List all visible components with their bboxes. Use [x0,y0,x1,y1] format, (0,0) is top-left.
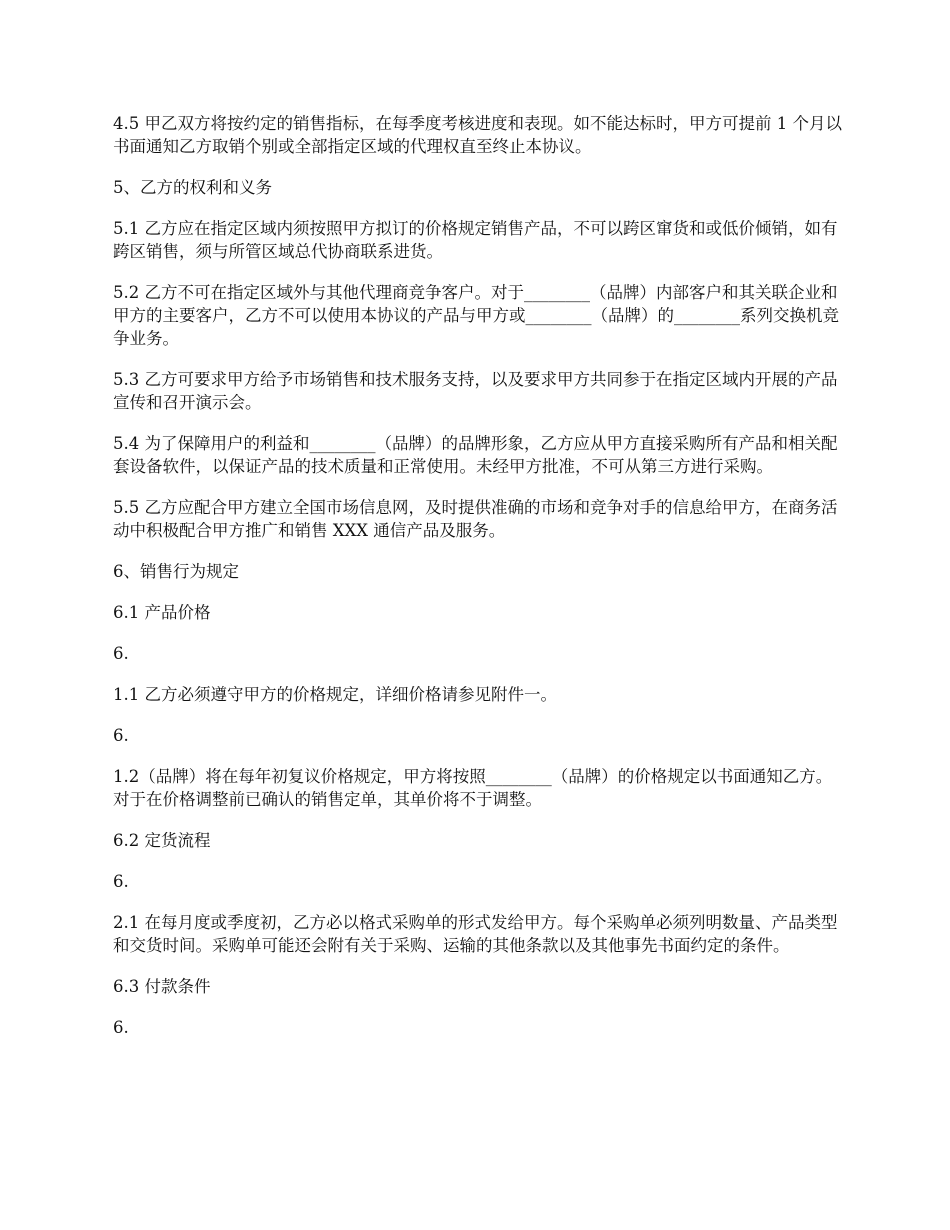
clause-5-5-paragraph: 5.5 乙方应配合甲方建立全国市场信息网，及时提供准确的市场和竞争对手的信息给甲方，在商务活动中积极配合甲方推广和销售 XXX 通信产品及服务。 [113,498,838,540]
clause-5-1-paragraph: 5.1 乙方应在指定区域内须按照甲方拟订的价格规定销售产品，不可以跨区窜货和或低价倾销，如有跨区销售，须与所管区域总代协商联系进货。 [113,219,838,261]
clause-6-1-2-paragraph: 1.2（品牌）将在每年初复议价格规定，甲方将按照________（品牌）的价格规定以书面通知乙方。对于在价格调整前已确认的销售定单，其单价将不于调整。 [113,767,833,809]
clause-5-2-paragraph: 5.2 乙方不可在指定区域外与其他代理商竞争客户。对于________（品牌）内部客户和其关联企业和甲方的主要客户，乙方不可以使用本协议的产品与甲方或________（品牌）的________系列交换机竞争业务。 [113,283,839,348]
clause-number-fragment: 6. [113,726,129,745]
clause-6-3-heading: 6.3 付款条件 [113,977,211,996]
clause-5-3-paragraph: 5.3 乙方可要求甲方给予市场销售和技术服务支持，以及要求甲方共同参于在指定区域内开展的产品宣传和召开演示会。 [113,370,838,412]
clause-number-fragment: 6. [113,644,129,663]
section-6-heading: 6、销售行为规定 [113,562,239,581]
clause-6-1-1-paragraph: 1.1 乙方必须遵守甲方的价格规定，详细价格请参见附件一。 [113,685,557,704]
clause-4-5-paragraph: 4.5 甲乙双方将按约定的销售指标，在每季度考核进度和表现。如不能达标时，甲方可提前 1 个月以书面通知乙方取销个别或全部指定区域的代理权直至终止本协议。 [113,114,842,156]
clause-number-fragment: 6. [113,872,129,891]
clause-6-1-heading: 6.1 产品价格 [113,603,211,622]
clause-number-fragment: 6. [113,1018,129,1037]
clause-6-2-heading: 6.2 定货流程 [113,831,211,850]
clause-6-2-1-paragraph: 2.1 在每月度或季度初，乙方必以格式采购单的形式发给甲方。每个采购单必须列明数量、产品类型和交货时间。采购单可能还会附有关于采购、运输的其他条款以及其他事先书面约定的条件。 [113,913,838,955]
document-page [113,112,843,1057]
section-5-heading: 5、乙方的权利和义务 [113,178,272,197]
clause-5-4-paragraph: 5.4 为了保障用户的利益和________（品牌）的品牌形象，乙方应从甲方直接采购所有产品和相关配套设备软件，以保证产品的技术质量和正常使用。未经甲方批准，不可从第三方进行采购。 [113,434,838,476]
